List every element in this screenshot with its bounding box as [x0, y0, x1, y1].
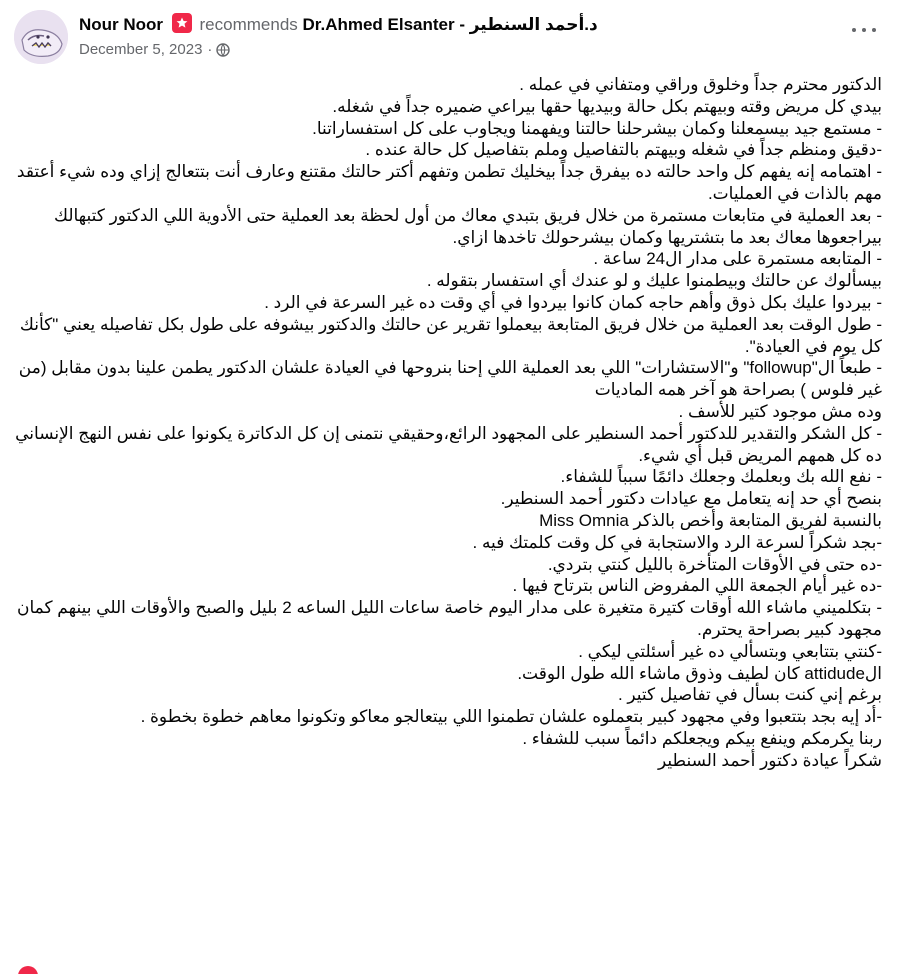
post-line: الattidude كان لطيف وذوق ماشاء الله طول الوقت. — [517, 663, 882, 683]
post-line: -أد إيه بجد بتتعبوا وفي مجهود كبير بتعملوه علشان تطمنوا اللي بيتعالجو معاكو وتكونوا معاهم خطوة بخطوة . — [140, 707, 882, 727]
post-line: بيراجعوها معاك بعد ما بتشتريها وكمان بيشرحولك تاخدها ازاي. — [452, 227, 882, 247]
post-line: -كنتي بتتابعي وبتسألي ده غير أسئلتي ليكي . — [578, 641, 882, 661]
post-line: - المتابعه مستمرة على مدار ال24 ساعة . — [593, 249, 882, 269]
author-name[interactable]: Nour Noor — [79, 15, 164, 34]
post-line: -ده حتى في الأوقات المتأخرة بالليل كنتي بتردي. — [547, 554, 882, 574]
post-line: بالنسبة لفريق المتابعة وأخص بالذكر Miss Omnia — [539, 510, 882, 530]
post-line: -دقيق ومنظم جداً في شغله وبيهتم بالتفاصيل وملم بتفاصيل كل حالة عنده . — [365, 140, 882, 160]
post-meta — [79, 40, 230, 63]
meta-separator: · — [207, 41, 213, 58]
post-body — [10, 74, 888, 772]
globe-icon[interactable] — [216, 43, 230, 63]
post-line: بيسألوك عن حالتك وبيطمنوا عليك و لو عندك أي استفسار بتقوله . — [426, 271, 882, 291]
cut-off-footer — [0, 962, 898, 974]
avatar-illustration-icon — [14, 10, 68, 64]
post-line: - نفع الله بك وبعلمك وجعلك دائمًا سبباً للشفاء. — [560, 467, 882, 487]
post-line: - بتكلميني ماشاء الله أوقات كتيرة متغيرة على مدار اليوم خاصة ساعات الليل الساعه 2 بليل والصبح والأوقات اللي بينهم كمان مجهود كبير بصراحة يحترم. — [17, 598, 882, 639]
post-date[interactable]: December 5, 2023 — [79, 41, 203, 58]
post-line: - كل الشكر والتقدير للدكتور أحمد السنطير على المجهود الرائع،وحقيقي نتمنى إن كل الدكاترة يكونوا على نفس النهج الإنساني ده كل همهم المريض قبل أي شيء. — [15, 423, 882, 465]
post-line: - مستمع جيد بيسمعلنا وكمان بيشرحلنا حالتنا ويفهمنا ويجاوب على كل استفساراتنا. — [312, 118, 882, 138]
post-line: وده مش موجود كتير للأسف . — [678, 401, 882, 421]
post-line: - بيردوا عليك بكل ذوق وأهم حاجه كمان كانوا بيردوا في أي وقت ده غير السرعة في الرد . — [264, 292, 882, 312]
post-line: بيدي كل مريض وقته وبيهتم بكل حالة وبيديها حقها بيراعي ضميره جداً في شغله. — [332, 96, 882, 116]
recommend-badge-icon — [18, 966, 38, 974]
post-line: - بعد العملية في متابعات مستمرة من خلال فريق بتبدي معاك من أول لحظة بعد العملية حتى الأدوية اللي الدكتور كتبهالك — [54, 205, 882, 225]
more-options-icon[interactable] — [848, 20, 880, 40]
post-title-line — [79, 13, 598, 36]
post-line: برغم إني كنت بسأل في تفاصيل كتير . — [617, 685, 882, 705]
post-line: - طول الوقت بعد العملية من خلال فريق المتابعة بيعملوا تقرير عن حالتك والدكتور بيشوفه على طول بكل تفاصيله يعني "كأنك كل يوم في العيادة". — [19, 314, 882, 356]
recommend-badge-icon — [172, 13, 192, 33]
post-line: شكراً عيادة دكتور أحمد السنطير — [658, 750, 882, 770]
post-line: الدكتور محترم جداً وخلوق وراقي ومتفاني في عمله . — [519, 75, 882, 94]
post-line: -ده غير أيام الجمعة اللي المفروض الناس بترتاح فيها . — [512, 576, 882, 596]
post-line: ربنا يكرمكم وينفع بيكم ويجعلكم دائماً سبب للشفاء . — [522, 728, 882, 748]
post-line: -بجد شكراً لسرعة الرد والاستجابة في كل وقت كلمتك فيه . — [472, 532, 882, 552]
recommends-label: recommends — [199, 15, 298, 34]
page-name-link[interactable]: Dr.Ahmed Elsanter - د.أحمد السنطير — [302, 15, 598, 34]
post-line: بنصح أي حد إنه يتعامل مع عيادات دكتور أحمد السنطير. — [500, 489, 882, 509]
post-header — [0, 0, 898, 70]
post-line: - طبعاً ال"followup" و"الاستشارات" اللي بعد العملية اللي إحنا بنروحها في العيادة علشان الدكتور يطمن علينا بدون مقابل (من غير فلوس ) بصراحة هو آخر همه الماديات — [18, 358, 882, 400]
avatar[interactable] — [14, 10, 68, 64]
post-line: - اهتمامه إنه يفهم كل واحد حالته ده بيفرق جداً بيخليك تطمن وتفهم أكتر حالتك مقتنع وعارف أنت بتتعالج إزاي وده شيء أعتقد مهم بالذات في العمليات. — [16, 162, 882, 203]
